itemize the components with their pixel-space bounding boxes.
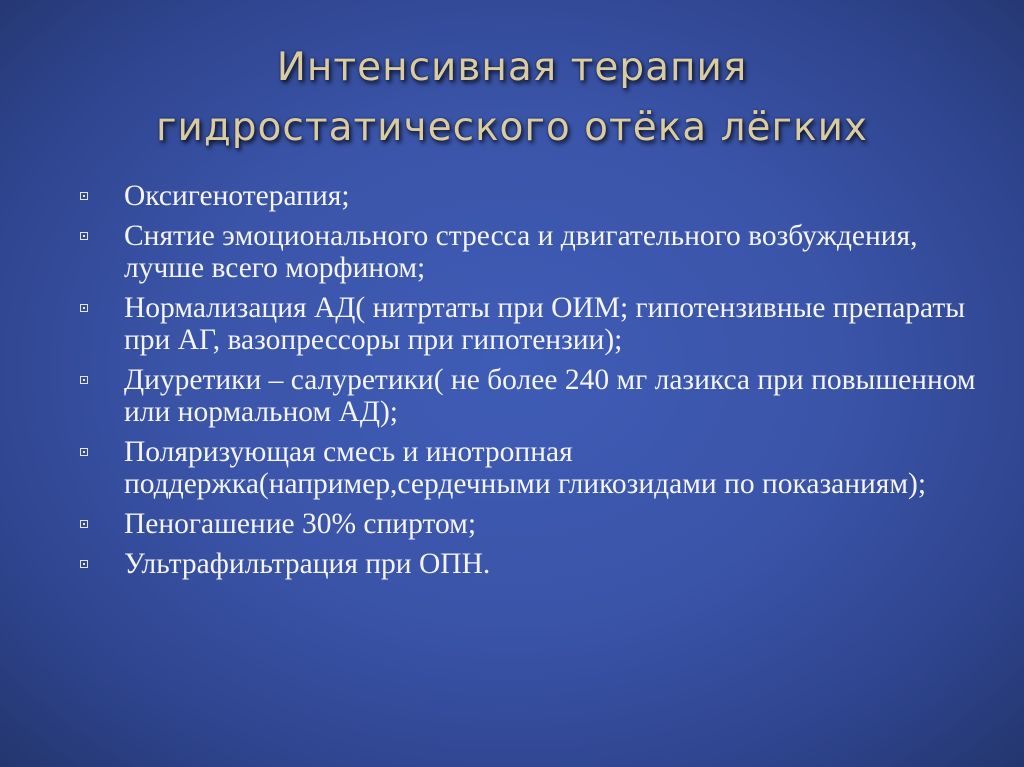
slide-title: [0, 38, 1024, 158]
list-item-text: Оксигенотерапия;: [124, 180, 350, 212]
list-item: [78, 180, 978, 212]
square-bullet-icon: [80, 304, 88, 312]
list-item-text: Ультрафильтрация при ОПН.: [124, 548, 491, 580]
title-line-1: Интенсивная терапия: [276, 45, 748, 90]
title-line-2: гидростатического отёка лёгких: [155, 105, 868, 150]
list-item-text: Нормализация АД( нитртаты при ОИМ; гипотензивные препараты при АГ, вазопрессоры при гипотензии);: [124, 292, 966, 356]
list-item: [78, 220, 978, 284]
list-item: [78, 364, 978, 428]
square-bullet-icon: [80, 192, 88, 200]
list-item-text: Пеногашение 30% спиртом;: [124, 508, 477, 540]
bullet-list: [78, 180, 978, 588]
square-bullet-icon: [80, 560, 88, 568]
list-item-text: Снятие эмоционального стресса и двигательного возбуждения, лучше всего морфином;: [124, 220, 918, 284]
square-bullet-icon: [80, 376, 88, 384]
list-item: [78, 436, 978, 500]
list-item: [78, 508, 978, 540]
list-item-text: Диуретики – салуретики( не более 240 мг лазикса при повышенном или нормальном АД);: [124, 364, 976, 428]
list-item-text: Поляризующая смесь и инотропная поддержка(например,сердечными гликозидами по показаниям);: [124, 436, 927, 500]
square-bullet-icon: [80, 520, 88, 528]
square-bullet-icon: [80, 232, 88, 240]
square-bullet-icon: [80, 448, 88, 456]
list-item: [78, 292, 978, 356]
list-item: [78, 548, 978, 580]
